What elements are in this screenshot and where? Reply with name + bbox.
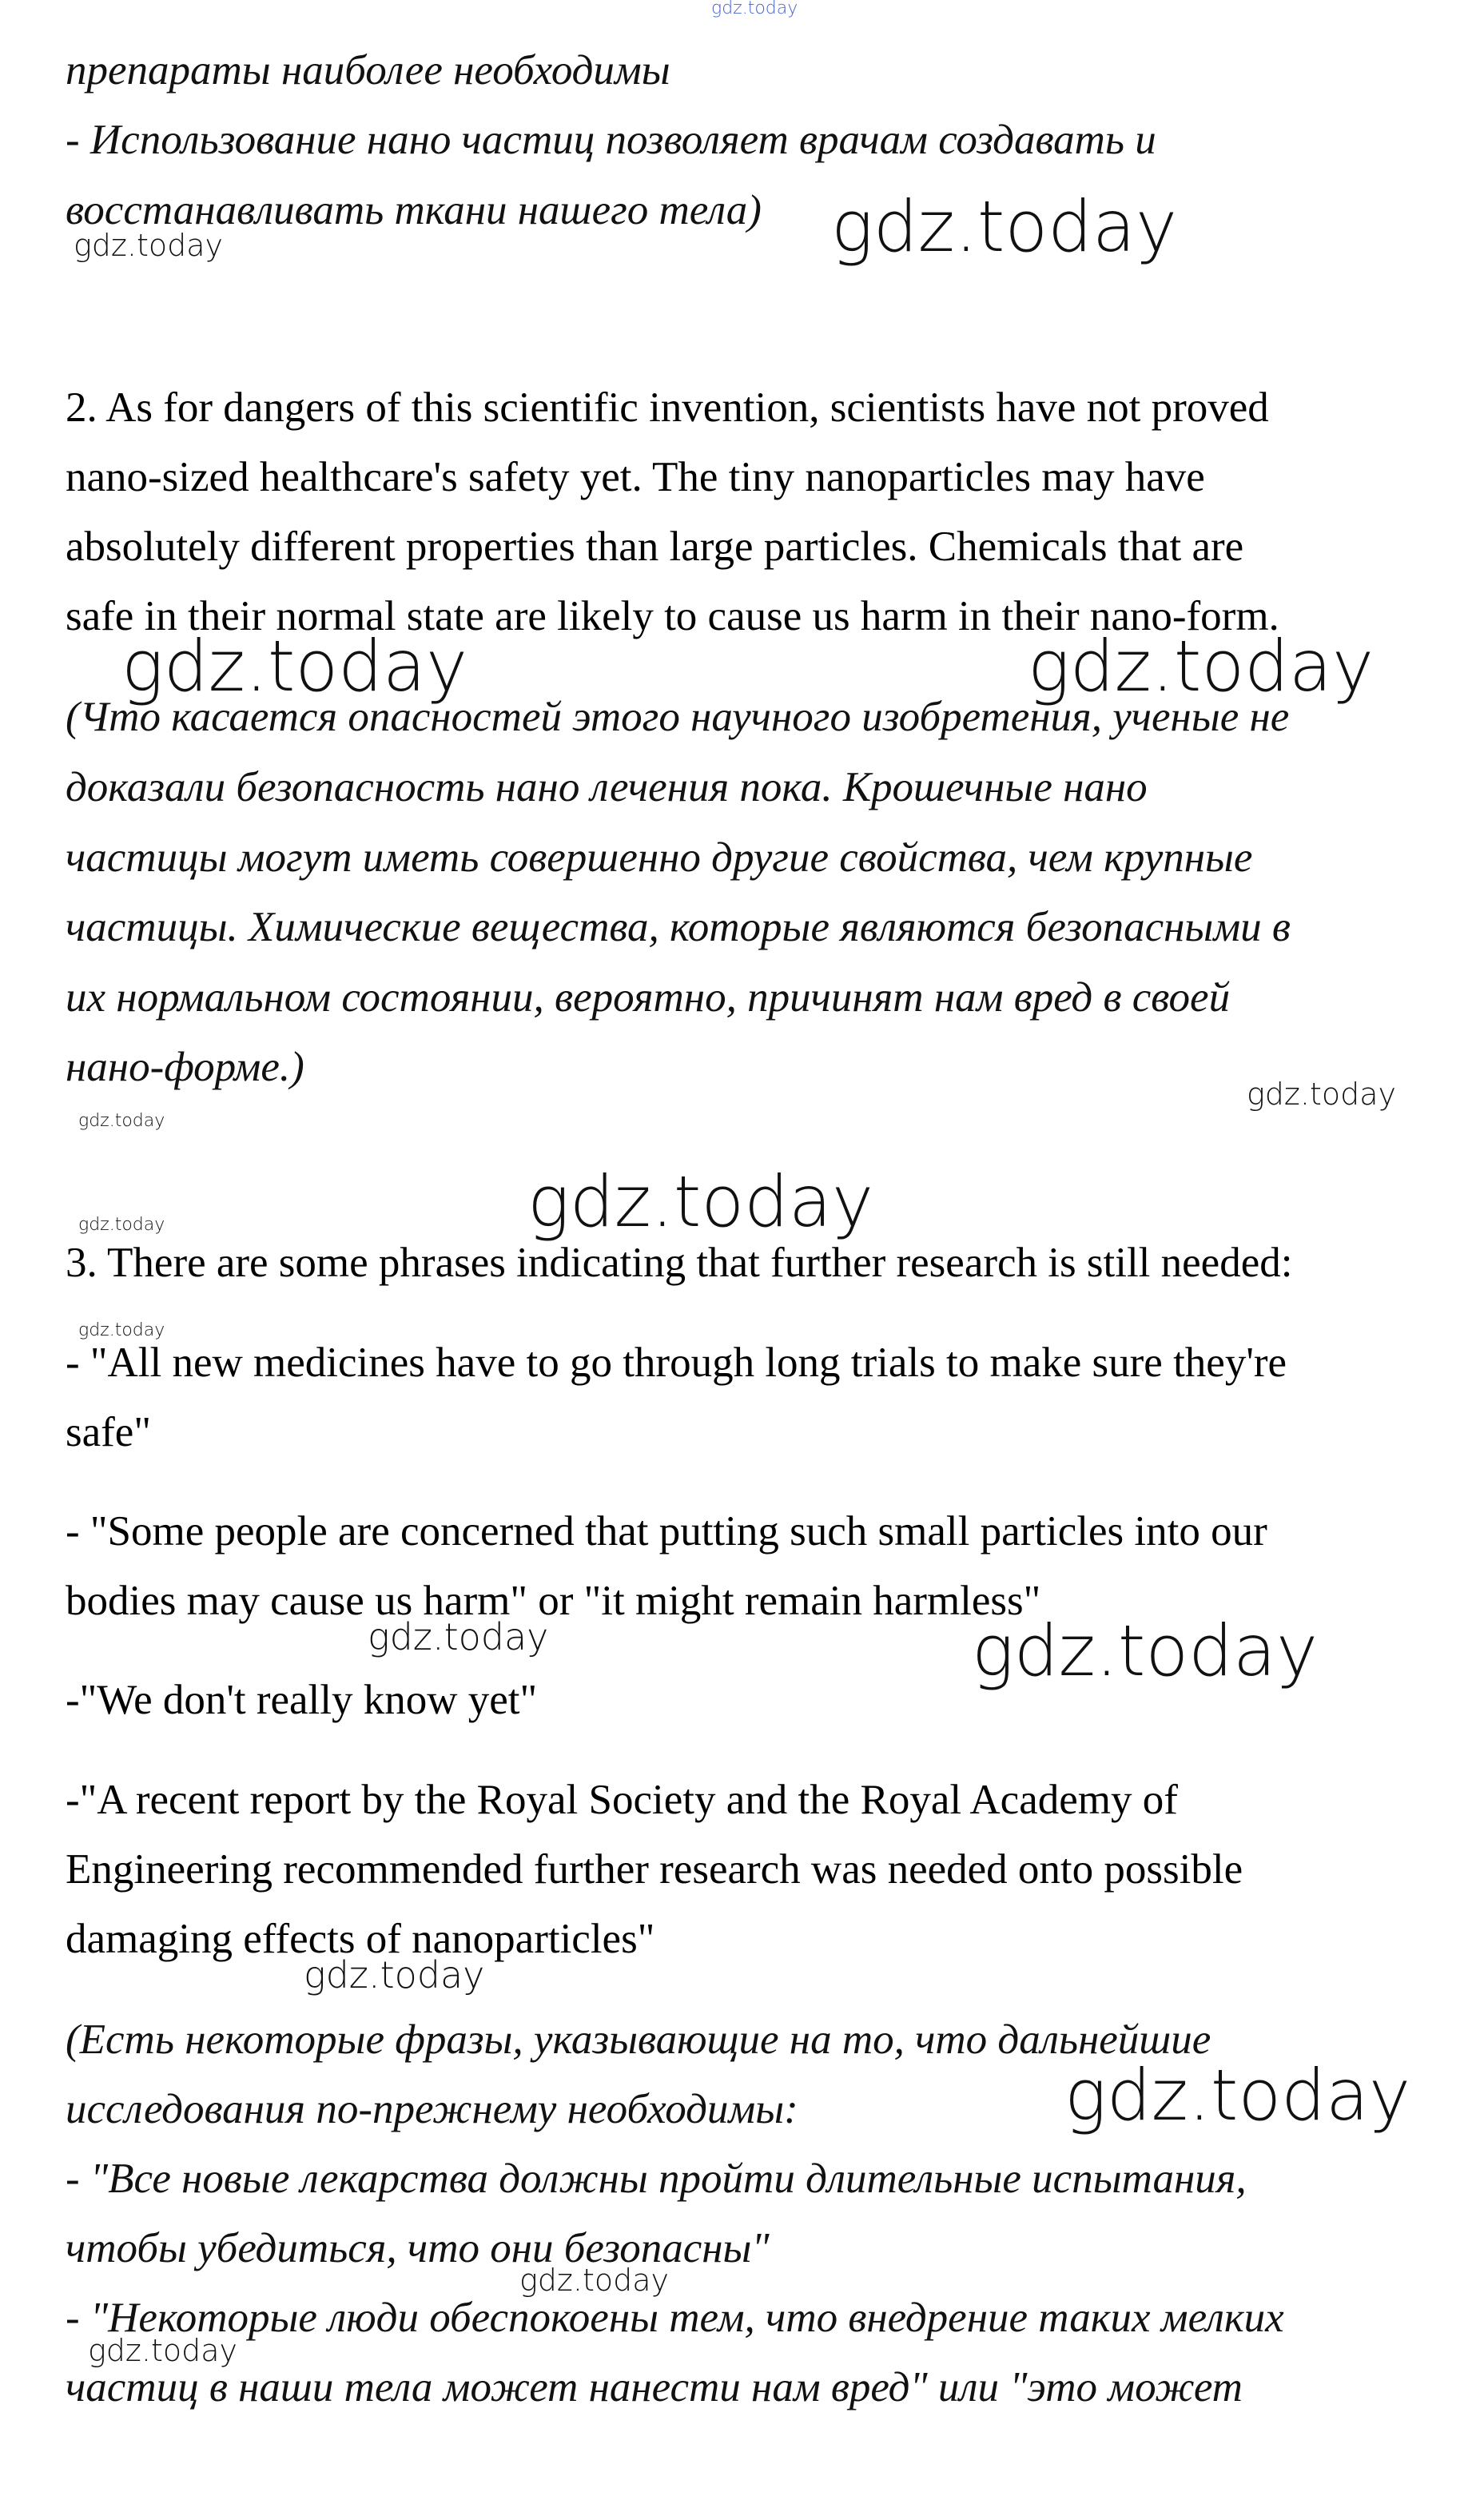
text-line: damaging effects of nanoparticles"	[66, 1916, 655, 1962]
text-line: 2. As for dangers of this scientific invention, scientists have not proved	[66, 384, 1269, 431]
text-line: - "Некоторые люди обеспокоены тем, что внедрение таких мелких	[66, 2295, 1284, 2341]
text-line: safe in their normal state are likely to cause us harm in their nano-form.	[66, 593, 1279, 639]
text-line: нано-форме.)	[66, 1044, 304, 1090]
text-line: частиц в наши тела может нанести нам вред" или "это может	[66, 2364, 1243, 2410]
watermark: gdz.today	[711, 0, 798, 18]
watermark: gdz.today	[831, 185, 1178, 268]
text-line: 3. There are some phrases indicating that further research is still needed:	[66, 1240, 1293, 1286]
watermark: gdz.today	[78, 1215, 165, 1235]
text-line: -"A recent report by the Royal Society and the Royal Academy of	[66, 1777, 1178, 1823]
text-line: absolutely different properties than large particles. Chemicals that are	[66, 523, 1244, 570]
watermark: gdz.today	[74, 228, 223, 263]
text-line: их нормальном состоянии, вероятно, причинят нам вред в своей	[66, 974, 1231, 1021]
text-line: чтобы убедиться, что они безопасны"	[66, 2225, 770, 2271]
text-line: safe"	[66, 1409, 151, 1455]
text-line: -"We don't really know yet"	[66, 1677, 538, 1723]
watermark: gdz.today	[368, 1615, 549, 1658]
watermark: gdz.today	[519, 2263, 669, 2298]
watermark: gdz.today	[972, 1610, 1319, 1692]
text-line: Engineering recommended further research was needed onto possible	[66, 1846, 1243, 1893]
text-line: препараты наиболее необходимы	[66, 47, 670, 94]
text-line: (Есть некоторые фразы, указывающие на то, что дальнейшие	[66, 2016, 1211, 2063]
text-line: - "Some people are concerned that putting such small particles into our	[66, 1508, 1267, 1555]
watermark: gdz.today	[304, 1953, 485, 1996]
text-line: - "Все новые лекарства должны пройти длительные испытания,	[66, 2156, 1247, 2202]
watermark: gdz.today	[78, 1111, 165, 1131]
text-line: bodies may cause us harm" or "it might remain harmless"	[66, 1578, 1041, 1624]
watermark: gdz.today	[1247, 1077, 1396, 1112]
text-line: - Использование нано частиц позволяет врачам создавать и	[66, 117, 1156, 163]
text-line: - "All new medicines have to go through long trials to make sure they're	[66, 1340, 1287, 1386]
watermark: gdz.today	[527, 1160, 874, 1243]
text-line: частицы могут иметь совершенно другие свойства, чем крупные	[66, 834, 1253, 881]
text-line: (Что касается опасностей этого научного изобретения, ученые не	[66, 694, 1290, 740]
watermark: gdz.today	[78, 1320, 165, 1340]
text-line: частицы. Химические вещества, которые являются безопасными в	[66, 904, 1291, 950]
watermark: gdz.today	[1028, 625, 1375, 707]
text-line: доказали безопасность нано лечения пока. Крошечные нано	[66, 764, 1148, 810]
watermark: gdz.today	[121, 625, 468, 707]
watermark: gdz.today	[1064, 2054, 1411, 2136]
text-line: nano-sized healthcare's safety yet. The tiny nanoparticles may have	[66, 454, 1205, 500]
text-line: восстанавливать ткани нашего тела)	[66, 187, 762, 233]
text-line: исследования по-прежнему необходимы:	[66, 2086, 798, 2132]
watermark: gdz.today	[88, 2333, 237, 2368]
